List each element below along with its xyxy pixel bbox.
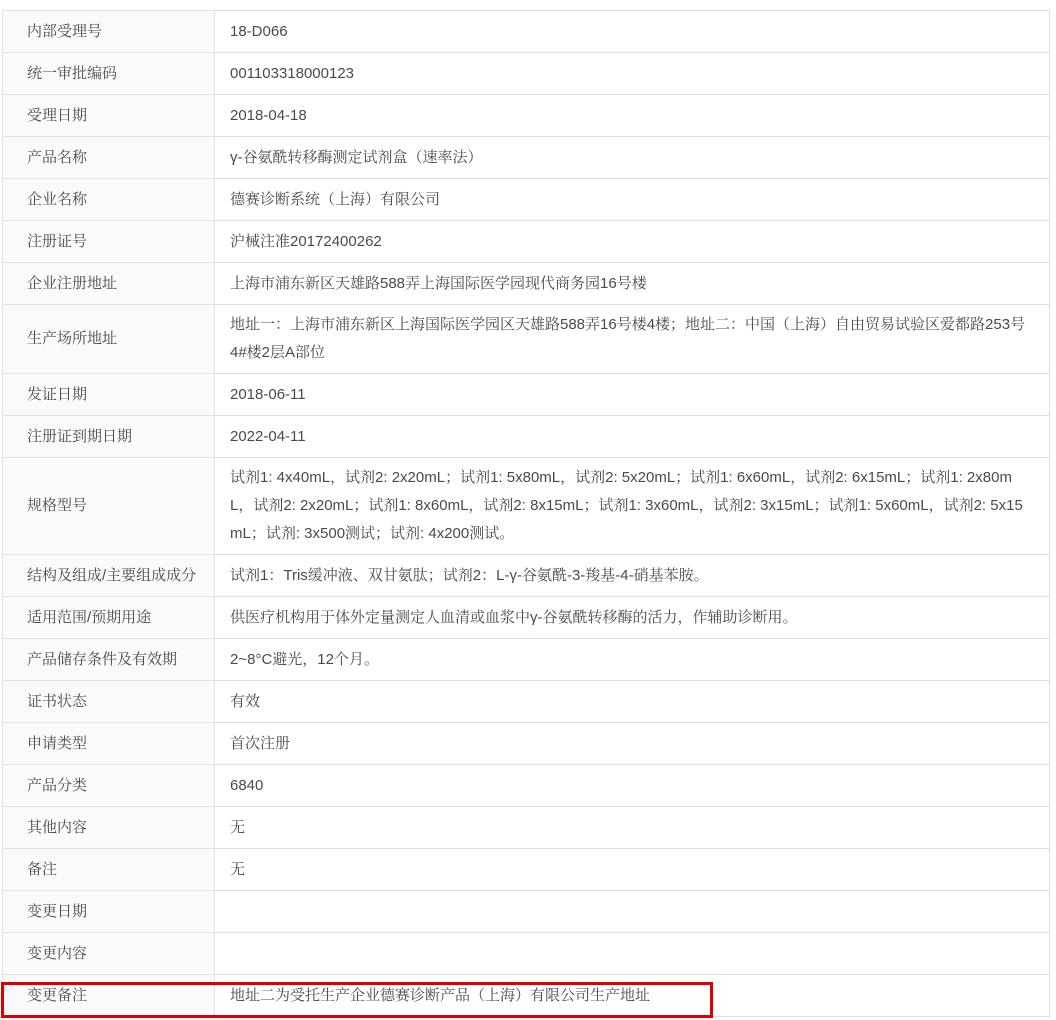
field-value — [215, 681, 1049, 722]
table-row — [3, 458, 1049, 555]
field-label-text: 规格型号 — [27, 497, 88, 514]
field-value — [215, 807, 1049, 848]
field-label-text: 统一审批编码 — [27, 64, 118, 82]
table-row — [3, 681, 1049, 723]
field-label-text: 注册证到期日期 — [27, 427, 133, 445]
field-value-text: 2022-04-11 — [230, 427, 306, 445]
field-label — [3, 765, 215, 806]
field-value — [215, 263, 1049, 304]
table-row — [3, 95, 1049, 137]
field-value-text: 2~8°C避光，12个月。 — [230, 650, 379, 668]
table-row — [3, 263, 1049, 305]
field-value — [215, 416, 1049, 457]
field-value — [215, 975, 1049, 1016]
field-value — [215, 891, 1049, 932]
table-row — [3, 639, 1049, 681]
table-row — [3, 137, 1049, 179]
field-label — [3, 263, 215, 304]
field-value — [215, 95, 1049, 136]
field-value — [215, 221, 1049, 262]
field-value-text: 上海市浦东新区天雄路588弄上海国际医学园现代商务园16号楼 — [230, 274, 647, 292]
field-label — [3, 95, 215, 136]
table-row — [3, 179, 1049, 221]
field-value-text: 供医疗机构用于体外定量测定人血清或血浆中γ-谷氨酰转移酶的活力，作辅助诊断用。 — [230, 608, 798, 626]
field-label-text: 变更日期 — [27, 902, 88, 920]
field-label — [3, 305, 215, 373]
field-value-text: 德赛诊断系统（上海）有限公司 — [230, 190, 441, 208]
field-label — [3, 597, 215, 638]
field-label — [3, 374, 215, 415]
field-label-text: 发证日期 — [27, 385, 88, 403]
field-label-text: 受理日期 — [27, 106, 88, 124]
field-value-text: 首次注册 — [230, 734, 291, 752]
field-label-text: 企业注册地址 — [27, 274, 118, 292]
field-label — [3, 639, 215, 680]
field-value-text: 2018-04-18 — [230, 106, 307, 124]
table-row — [3, 723, 1049, 765]
table-row — [3, 975, 1049, 1017]
field-value — [215, 53, 1049, 94]
field-label — [3, 53, 215, 94]
field-label — [3, 416, 215, 457]
field-value-text: γ-谷氨酰转移酶测定试剂盒（速率法） — [230, 148, 483, 166]
table-row — [3, 305, 1049, 374]
field-value — [215, 597, 1049, 638]
table-row — [3, 597, 1049, 639]
table-row — [3, 11, 1049, 53]
field-value-text: 有效 — [230, 692, 261, 710]
field-label — [3, 137, 215, 178]
field-value — [215, 555, 1049, 596]
field-label-text: 变更内容 — [27, 944, 88, 962]
field-value-text: 6840 — [230, 776, 264, 794]
field-value-text: 地址二为受托生产企业德赛诊断产品（上海）有限公司生产地址 — [230, 986, 651, 1004]
table-row — [3, 555, 1049, 597]
field-value-text: 无 — [230, 818, 246, 836]
field-label-text: 产品名称 — [27, 148, 88, 166]
field-value — [215, 305, 1049, 373]
field-label — [3, 933, 215, 974]
table-row — [3, 807, 1049, 849]
table-row — [3, 891, 1049, 933]
field-label-text: 申请类型 — [27, 734, 88, 752]
field-value-text: 001103318000123 — [230, 64, 355, 82]
field-label-text: 企业名称 — [27, 190, 88, 208]
field-label — [3, 458, 215, 554]
field-value — [215, 933, 1049, 974]
field-value — [215, 179, 1049, 220]
field-value-text: 18-D066 — [230, 22, 288, 40]
table-row — [3, 849, 1049, 891]
field-label — [3, 11, 215, 52]
field-label — [3, 975, 215, 1016]
field-label-text: 其他内容 — [27, 818, 88, 836]
field-value-text: 地址一：上海市浦东新区上海国际医学园区天雄路588弄16号楼4楼；地址二：中国（上海）自由贸易试验区爱都路253号4#楼2层A部位 — [230, 316, 1026, 361]
table-row — [3, 416, 1049, 458]
field-label-text: 适用范围/预期用途 — [27, 608, 152, 626]
field-value — [215, 137, 1049, 178]
field-value — [215, 849, 1049, 890]
field-value-text: 2018-06-11 — [230, 385, 306, 403]
field-label-text: 变更备注 — [27, 986, 88, 1004]
field-label — [3, 179, 215, 220]
field-label — [3, 849, 215, 890]
field-value-text: 沪械注准20172400262 — [230, 232, 382, 250]
field-label — [3, 807, 215, 848]
table-row — [3, 53, 1049, 95]
record-table — [2, 10, 1050, 1017]
field-label-text: 证书状态 — [27, 692, 88, 710]
field-label-text: 产品储存条件及有效期 — [27, 650, 178, 668]
field-label — [3, 723, 215, 764]
field-label-text: 产品分类 — [27, 776, 88, 794]
field-label — [3, 681, 215, 722]
field-label-text: 备注 — [27, 860, 58, 878]
field-value — [215, 458, 1049, 554]
field-value-text: 试剂1: 4x40mL，试剂2: 2x20mL；试剂1: 5x80mL，试剂2: 5x20mL；试剂1: 6x60mL，试剂2: 6x15mL；试剂1: 2x80mL，试剂2: 2x20mL；试剂1: 8x60mL，试剂2: 8x15mL；试剂1: 3x60mL，试剂2: 3x15mL；试剂1: 5x60mL，试剂2: 5x15mL；试剂: 3x500测试；试剂: 4x200测试。 — [230, 469, 1023, 542]
field-value — [215, 374, 1049, 415]
field-value — [215, 639, 1049, 680]
field-value — [215, 723, 1049, 764]
table-row — [3, 933, 1049, 975]
field-label — [3, 555, 215, 596]
field-value-text: 无 — [230, 860, 246, 878]
field-label — [3, 891, 215, 932]
table-row — [3, 374, 1049, 416]
table-row — [3, 765, 1049, 807]
field-value-text: 试剂1：Tris缓冲液、双甘氨肽；试剂2：L-γ-谷氨酰-3-羧基-4-硝基苯胺。 — [230, 566, 709, 584]
field-value — [215, 11, 1049, 52]
field-value — [215, 765, 1049, 806]
field-label-text: 结构及组成/主要组成成分 — [27, 566, 197, 584]
field-label-text: 注册证号 — [27, 232, 88, 250]
field-label-text: 生产场所地址 — [27, 330, 118, 347]
table-row — [3, 221, 1049, 263]
field-label — [3, 221, 215, 262]
field-label-text: 内部受理号 — [27, 22, 103, 40]
